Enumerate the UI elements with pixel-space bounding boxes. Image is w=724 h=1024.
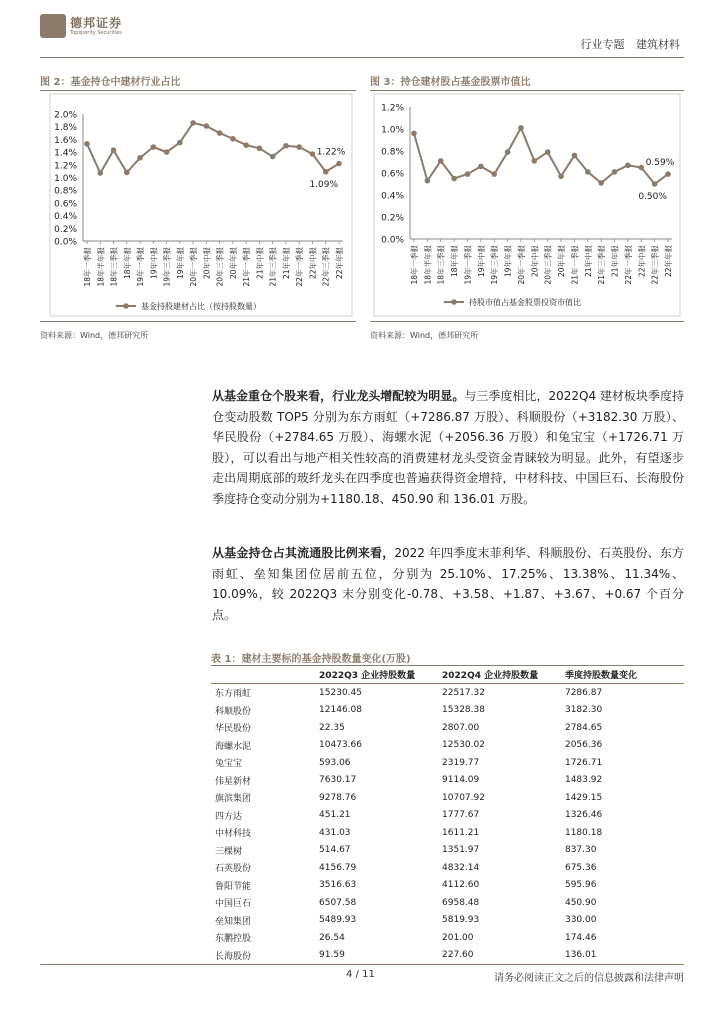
y-tick-label: 1.2%: [54, 161, 77, 172]
y-tick-label: 1.8%: [54, 123, 77, 134]
table-stock-name: 东鹏控股: [215, 934, 252, 945]
x-tick-label: 22年一季报: [295, 247, 305, 287]
y-tick-label: 1.6%: [54, 135, 77, 146]
paragraph-body: 2022 年四季度末菲利华、科顺股份、石英股份、东方雨虹、垒知集团位居前五位，分别为 25.10%、17.25%、13.38%、11.34%、10.09%，较 2022Q3 末分别变化-0.78、+3.58、+1.87、+3.67、+0.67 个百分点。: [212, 546, 684, 622]
y-tick-label: 1.2%: [381, 103, 404, 114]
data-point: [518, 125, 524, 131]
table-cell: 22.35: [319, 722, 345, 733]
data-point: [283, 143, 289, 149]
figure2-title: 图 2：基金持仓中建材行业占比: [40, 77, 181, 88]
table-cell: 1611.21: [442, 827, 480, 838]
y-tick-label: 1.0%: [54, 174, 77, 184]
table-cell: 1726.71: [564, 757, 603, 768]
data-point: [217, 130, 223, 136]
company-name: 德邦证券: [70, 16, 123, 30]
x-tick-label: 21年三季报: [268, 247, 278, 287]
x-tick-label: 21年一季报: [570, 245, 580, 285]
x-tick-label: 20年一季报: [189, 247, 199, 287]
x-tick-label: 19年中报: [149, 247, 159, 280]
x-tick-label: 18年三季报: [436, 245, 446, 285]
table-row: [211, 807, 684, 825]
x-tick-label: 22年中报: [308, 247, 318, 280]
series-line: [414, 128, 668, 184]
table-row: [211, 772, 684, 790]
x-tick-label: 20年一季报: [516, 245, 526, 285]
table-header-cell: 季度持股数量变化: [561, 666, 684, 684]
table-stock-name: 长海股份: [211, 947, 315, 965]
data-label: 1.22%: [316, 147, 346, 158]
table-cell: 514.67: [319, 845, 351, 856]
table-cell: 12530.02: [442, 740, 485, 751]
data-point: [230, 136, 236, 142]
table-title: 表 1：建材主要标的基金持股数量变化(万股): [211, 654, 411, 665]
table-row: [211, 824, 684, 842]
y-tick-label: 0.4%: [381, 191, 404, 202]
data-point: [111, 147, 117, 153]
table-stock-name: 伟星新材: [215, 776, 252, 787]
y-tick-label: 0.2%: [381, 213, 404, 224]
table-cell: 5489.93: [319, 915, 357, 926]
legend-label: 基金持股建材占比（按持股数量）: [141, 302, 261, 311]
data-point: [336, 161, 342, 167]
data-label: 0.50%: [638, 192, 667, 202]
legend-frame: [374, 94, 680, 316]
table-cell: 91.59: [315, 947, 438, 965]
y-tick-label: 0.0%: [381, 235, 404, 246]
table-cell: 227.60: [438, 947, 561, 965]
y-tick-label: 0.2%: [54, 224, 77, 235]
company-name-en: Topsperity Securities: [70, 30, 122, 36]
table-cell: 6958.48: [442, 897, 480, 908]
x-tick-label: 22年年报: [664, 245, 673, 278]
data-point: [491, 171, 497, 177]
x-tick-label: 19年三季报: [490, 245, 500, 285]
legend-label: 持股市值占基金股票投资市值比: [469, 298, 581, 307]
holdings-table: [211, 665, 684, 965]
table-cell: 1180.18: [564, 827, 603, 838]
x-tick-label: 18年一季报: [410, 245, 419, 285]
table-cell: 7630.17: [319, 775, 357, 786]
data-point: [545, 149, 551, 155]
table-stock-name: 中国巨石: [215, 899, 252, 910]
table-stock-name: 兔宝宝: [215, 759, 243, 770]
x-tick-label: 22年三季报: [650, 245, 660, 285]
table-row: [211, 877, 684, 895]
data-point: [465, 171, 471, 177]
y-tick-label: 0.6%: [381, 169, 404, 180]
table-cell: 26.54: [319, 932, 345, 943]
table-cell: 12146.08: [319, 705, 362, 716]
figure3-source: 资料来源：Wind，德邦研究所: [370, 331, 479, 340]
x-tick-label: 21年年报: [281, 247, 291, 280]
table-cell: 1483.92: [564, 775, 603, 786]
figure3-top-rule: [370, 90, 684, 91]
table-stock-name: 东方雨虹: [215, 689, 252, 700]
table-stock-name: 海螺水泥: [215, 741, 252, 752]
table-stock-name: 垒知集团: [215, 916, 252, 927]
table-cell: 4112.60: [442, 880, 480, 891]
x-tick-label: 19年三季报: [162, 247, 172, 287]
data-point: [652, 181, 658, 187]
table-cell: 451.21: [319, 810, 351, 821]
data-point: [558, 174, 564, 180]
table-cell: 2319.77: [442, 757, 480, 768]
table-cell: 15230.45: [319, 687, 362, 698]
data-point: [598, 180, 604, 186]
data-point: [638, 165, 644, 171]
table-cell: 450.90: [564, 897, 597, 908]
data-point: [625, 163, 631, 169]
table-row: [211, 912, 684, 930]
figure2-bottom-rule: [40, 321, 356, 322]
paragraph-lead: 从基金持仓占其流通股比例来看，: [212, 546, 395, 560]
table-cell: 174.46: [564, 932, 597, 943]
x-tick-label: 18年年报: [450, 245, 460, 278]
data-point: [505, 149, 511, 155]
x-tick-label: 21年三季报: [597, 245, 607, 285]
data-point: [411, 131, 417, 137]
table-cell: 1326.46: [564, 810, 603, 821]
paragraph-float-ratio: [212, 543, 684, 625]
paragraph-lead: 从基金重仓个股来看，行业龙头增配较为明显。: [212, 389, 465, 403]
table-cell: 136.01: [561, 947, 684, 965]
table-cell: 7286.87: [564, 687, 603, 698]
data-point: [438, 158, 444, 164]
data-point: [270, 154, 276, 160]
table-row: [211, 859, 684, 877]
table-cell: 593.06: [319, 757, 351, 768]
header-divider: [40, 57, 684, 58]
table-header-cell: 2022Q4 企业持股数量: [438, 666, 561, 684]
x-tick-label: 20年中报: [202, 247, 212, 280]
table-row: [211, 947, 684, 965]
table-cell: 3182.30: [564, 705, 603, 716]
y-tick-label: 2.0%: [54, 110, 77, 121]
data-point: [164, 149, 170, 155]
figure3-chart: [370, 92, 684, 320]
table-cell: 2807.00: [442, 722, 480, 733]
legend-marker: [123, 303, 129, 309]
y-tick-label: 0.4%: [54, 212, 77, 223]
data-point: [451, 176, 457, 182]
table-header-cell: [211, 666, 315, 684]
data-point: [124, 170, 130, 176]
table-cell: 10473.66: [319, 740, 362, 751]
y-tick-label: 0.6%: [54, 199, 77, 210]
table-cell: 22517.32: [442, 687, 485, 698]
table-stock-name: 四方达: [215, 811, 243, 822]
table-cell: 201.00: [442, 932, 474, 943]
y-tick-label: 0.8%: [381, 147, 404, 158]
table-row: [211, 894, 684, 912]
data-label: 1.09%: [309, 179, 339, 190]
table-stock-name: 中材科技: [215, 829, 252, 840]
x-tick-label: 19年年报: [503, 245, 513, 278]
table-cell: 3516.63: [319, 880, 357, 891]
data-point: [97, 170, 103, 176]
table-cell: 675.36: [564, 862, 597, 873]
data-point: [296, 144, 302, 150]
x-tick-label: 21年中报: [255, 247, 265, 280]
data-point: [310, 151, 316, 157]
table-stock-name: 三棵树: [215, 846, 243, 857]
table-body: [211, 684, 684, 965]
table-cell: 837.30: [564, 845, 597, 856]
table-cell: 9278.76: [319, 792, 357, 803]
x-tick-label: 20年三季报: [215, 247, 225, 287]
data-point: [84, 141, 90, 147]
x-tick-label: 22年三季报: [321, 247, 331, 287]
x-tick-label: 19年一季报: [136, 247, 146, 287]
table-row: [211, 702, 684, 720]
x-tick-label: 18年三季报: [109, 247, 119, 287]
table-header-row: [211, 666, 684, 684]
data-point: [243, 142, 249, 148]
data-point: [137, 155, 143, 161]
header-section: 行业专题: [580, 38, 625, 51]
x-tick-label: 19年一季报: [463, 245, 473, 285]
table-cell: 4832.14: [442, 862, 480, 873]
table-row: [211, 684, 684, 702]
table-stock-name: 华民股份: [215, 724, 252, 735]
table-cell: 9114.09: [442, 775, 480, 786]
y-tick-label: 0.8%: [54, 186, 77, 197]
table-stock-name: 旗滨集团: [215, 794, 252, 805]
y-tick-label: 0.0%: [54, 237, 77, 248]
data-point: [204, 123, 210, 129]
x-tick-label: 22年中报: [637, 245, 647, 278]
table-cell: 5819.93: [442, 915, 480, 926]
data-point: [190, 120, 196, 126]
x-tick-label: 21年中报: [583, 245, 593, 278]
table-cell: 330.00: [564, 915, 597, 926]
page-number: 4 / 11: [346, 969, 375, 980]
table-row: [211, 754, 684, 772]
table-stock-name: 科顺股份: [215, 706, 252, 717]
data-point: [425, 178, 431, 184]
figure2-source: 资料来源：Wind，德邦研究所: [40, 331, 149, 340]
footer-divider: [40, 964, 684, 965]
x-tick-label: 21年年报: [610, 244, 620, 278]
table-stock-name: 石英股份: [215, 864, 252, 875]
table-cell: 6507.58: [319, 897, 357, 908]
data-point: [323, 169, 329, 175]
table-row: [211, 929, 684, 947]
table-row: [211, 789, 684, 807]
x-tick-label: 20年年报: [228, 247, 238, 280]
header-category: [581, 36, 681, 52]
data-point: [532, 158, 538, 164]
table-cell: 1351.97: [442, 845, 480, 856]
table-cell: 4156.79: [319, 862, 357, 873]
table-cell: 2056.36: [564, 740, 603, 751]
data-point: [665, 171, 671, 177]
data-point: [585, 169, 591, 175]
paragraph-fund-holdings: [212, 386, 684, 509]
data-point: [478, 164, 484, 170]
table-cell: 595.96: [564, 880, 597, 891]
footer-disclaimer: 请务必阅读正文之后的信息披露和法律声明: [494, 973, 684, 984]
data-point: [257, 145, 263, 151]
x-tick-label: 18年年报: [122, 247, 132, 280]
table-cell: 1429.15: [564, 792, 603, 803]
table-header-cell: 2022Q3 企业持股数量: [315, 666, 438, 684]
x-tick-label: 22年一季报: [623, 245, 633, 285]
header-industry: 建筑材料: [636, 38, 680, 51]
x-tick-label: 19年中报: [476, 245, 486, 278]
x-tick-label: 18年半年报: [423, 245, 433, 285]
x-tick-label: 18年半年报: [96, 247, 106, 287]
table-cell: 15328.38: [442, 705, 485, 716]
figure3-bottom-rule: [370, 321, 684, 322]
y-tick-label: 1.4%: [54, 148, 77, 159]
x-tick-label: 20年年报: [557, 245, 567, 278]
data-point: [177, 140, 183, 146]
company-logo-icon: [40, 14, 66, 38]
x-tick-label: 18年一季报: [83, 247, 92, 287]
table-cell: 2784.65: [564, 722, 603, 733]
table-cell: 431.03: [319, 827, 351, 838]
y-tick-label: 1.0%: [381, 125, 404, 136]
data-point: [151, 144, 157, 150]
paragraph-body: 与三季度相比，2022Q4 建材板块季度持仓变动股数 TOP5 分别为东方雨虹（+7286.87 万股）、科顺股份（+3182.30 万股）、华民股份（+2784.65 万股）、海螺水泥（+2056.36 万股）和兔宝宝（+1726.71 万股），可以看出与地产相关性较高的消费建材龙头受资金青睐较为明显。此外，有望逐步走出周期底部的玻纤龙头在四季度也普遍获得资金增持，中材科技、中国巨石、长海股份季度持仓变动分别为+1180.18、450.90 和 136.01 万股。: [212, 389, 684, 506]
x-tick-label: 21年一季报: [242, 247, 252, 287]
x-tick-label: 19年年报: [175, 247, 185, 280]
table-row: [211, 737, 684, 755]
x-tick-label: 20年中报: [530, 245, 540, 278]
table-cell: 10707.92: [442, 792, 485, 803]
figure2-chart: [40, 92, 356, 320]
data-label: 0.59%: [645, 158, 675, 169]
data-point: [572, 153, 578, 159]
table-row: [211, 842, 684, 860]
data-point: [612, 169, 618, 175]
figure2-top-rule: [40, 90, 356, 91]
table-stock-name: 鲁阳节能: [215, 881, 252, 892]
figure3-title: 图 3：持仓建材股占基金股票市值比: [370, 77, 531, 88]
table-cell: 1777.67: [442, 810, 480, 821]
legend-marker: [451, 299, 457, 305]
x-tick-label: 22年年报: [335, 247, 344, 280]
x-tick-label: 20年三季报: [543, 245, 553, 285]
table-row: [211, 719, 684, 737]
